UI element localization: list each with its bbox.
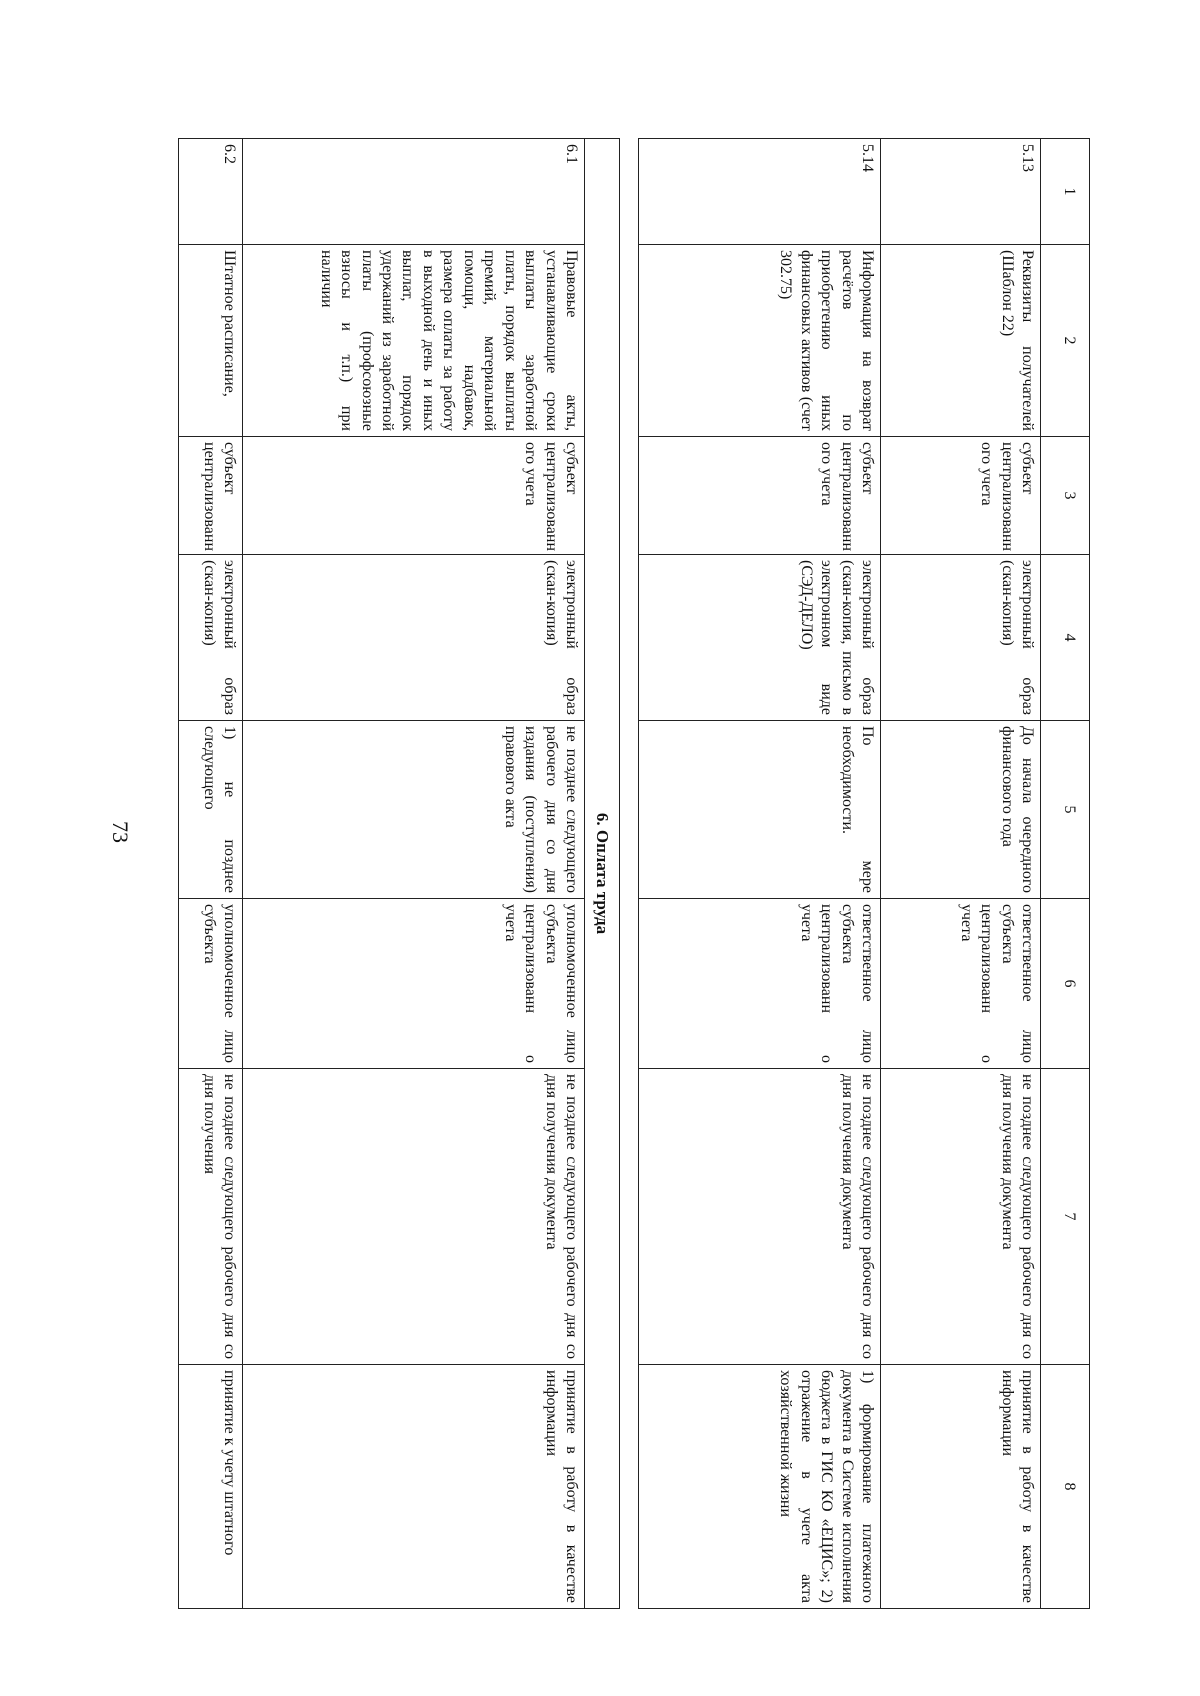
header-cell: 2 [1041,245,1090,437]
action-cell: 1) формирование платежного документа в Системе исполнения бюджета в ГИС КО «ЕЦИС»; 2) отражение в учете акта хозяйственной жизни [639,1365,881,1609]
document-name-cell: Реквизиты получателей (Шаблон 22) [881,245,1041,437]
submitter-cell: субъект централизованн ого учета [881,437,1041,555]
header-cell: 5 [1041,721,1090,899]
row-number: 6.1 [243,139,585,245]
header-cell: 6 [1041,899,1090,1069]
submitter-cell: субъект централизованн ого учета [639,437,881,555]
row-number: 6.2 [179,139,243,245]
action-cell: принятие в работу в качестве информации [881,1365,1041,1609]
format-cell: электронный образ (скан-копия) [881,555,1041,721]
page-number: 73 [108,821,133,843]
row-number: 5.14 [639,139,881,245]
processing-term-cell: не позднее следующего рабочего дня со дня получения документа [243,1069,585,1365]
table-row [881,139,1041,1609]
deadline-cell: не позднее следующего рабочего дня со дня издания (поступления) правового акта [243,721,585,899]
section-row [585,139,620,1609]
row-number: 5.13 [881,139,1041,245]
table-row [639,139,881,1609]
format-cell: электронный образ (скан-копия, письмо в электронном виде (СЭД-ДЕЛО) [639,555,881,721]
header-cell: 1 [1041,139,1090,245]
format-cell: электронный образ (скан-копия) [243,555,585,721]
document-name-cell: Правовые акты, устанавливающие сроки выплаты заработной платы, порядок выплаты премий, материальной помощи, надбавок, размера оплаты за работу в выходной день и иных выплат, порядок удержаний из заработной платы (профсоюзные взносы и т.п.) при наличии [243,245,585,437]
responsible-cell: ответственное лицо субъекта централизованн о учета [881,899,1041,1069]
document-name-cell: Штатное расписание, [179,245,243,437]
submitter-cell: субъект централизованн ого учета [243,437,585,555]
table-row [179,139,243,1609]
table-row [243,139,585,1609]
responsible-cell: уполномоченное лицо субъекта [179,899,243,1069]
header-cell: 8 [1041,1365,1090,1609]
deadline-cell: До начала очередного финансового года [881,721,1041,899]
header-cell: 4 [1041,555,1090,721]
action-cell: принятие к учету штатного [179,1365,243,1609]
processing-term-cell: не позднее следующего рабочего дня со дня получения документа [881,1069,1041,1365]
format-cell: электронный образ (скан-копия) [179,555,243,721]
processing-term-cell: не позднее следующего рабочего дня со дня получения документа [639,1069,881,1365]
deadline-cell: 1) не позднее следующего [179,721,243,899]
document-table [178,138,1090,1609]
section-title: 6. Оплата труда [585,139,620,1609]
rotated-table-container [150,138,1090,1608]
action-cell: принятие в работу в качестве информации [243,1365,585,1609]
document-name-cell: Информация на возврат расчётов по приобретению иных финансовых активов (счет 302.75) [639,245,881,437]
responsible-cell: уполномоченное лицо субъекта централизованн о учета [243,899,585,1069]
header-cell: 3 [1041,437,1090,555]
header-cell: 7 [1041,1069,1090,1365]
responsible-cell: ответственное лицо субъекта централизованн о учета [639,899,881,1069]
table-header-row [1041,139,1090,1609]
submitter-cell: субъект централизованн [179,437,243,555]
section-spacer [620,139,639,1609]
deadline-cell: По мере необходимости. [639,721,881,899]
processing-term-cell: не позднее следующего рабочего дня со дня получения [179,1069,243,1365]
